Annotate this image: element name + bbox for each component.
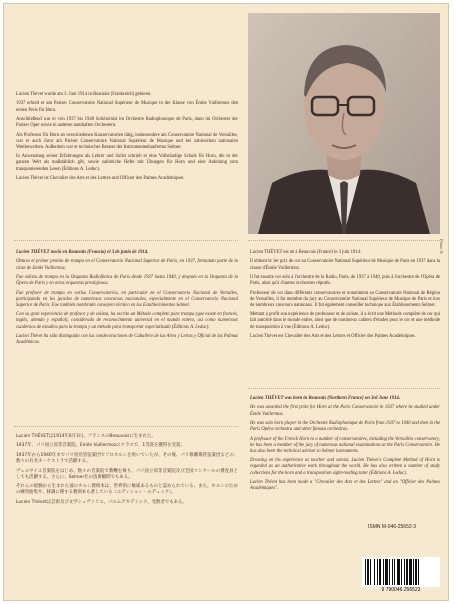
barcode-bar [418, 559, 419, 585]
barcode-bar [374, 559, 375, 585]
german-p4: Als Professor für Horn an verschiedenen Konservatorien tätig, insbesondere am Conservatoire National de Versailles, war er auch Juror am Pariser Conservatoire National Supérieur de Musique und bei zahlreichen nationalen Wettbewerben. Außerdem war er technischer Berater der Instrumentenbauferma Selmer. [16, 132, 238, 150]
spanish-p3: Fue profesor de trompa en varios Conservatorios, en particular en el Conservatorio Nacional de Versalles, participando en los jurados de numerosos concursos nacionales, especialmente en el Conservatorio Nacional Superior de Paris. Fue también nombrado consejero técnico en los Establecimientos Selmer. [16, 290, 238, 308]
barcode-bar [383, 559, 384, 585]
japanese-p3: 1937年から1940年までパリ放送管弦楽団でソロホルンを吹いていたが、その後、パリ歌劇場管弦楽団などの、数々の有名オーケストラで活躍する。 [16, 452, 238, 465]
barcode-digits: 9 790046 256523 [381, 587, 421, 593]
separator-right-mid [248, 388, 440, 389]
german-p6: Lucien Thévet ist Chevalier des Arts et des Lettres und Officier des Palmes Académiques. [16, 175, 185, 181]
barcode-bar [401, 559, 402, 585]
barcode-bar [409, 559, 412, 585]
back-cover-page [3, 3, 449, 601]
japanese-p5: それらの経験から生まれた彼のホルン教則本は、世界的に権威あるものと認められている。また、ホルンのための練習曲集や、移調に関する教則本も著している（エディション・ルデュック）。 [16, 484, 238, 496]
french-p2: Il obtient le 1er prix de cor au Conservatoire National Supérieur de Musique de Paris en 1937 dans la classe d'Émile Vuillermoz. [250, 259, 440, 271]
french-p1: Lucien THÉVET est né à Beauvais (France) le 3 juin 1914. [250, 250, 362, 255]
barcode-bar [394, 559, 395, 585]
spanish-p5: Lucien Thévet ha sido distinguido con las condecoraciones de Caballero de las Artes y Letras y Oficial de las Palmas Académicas. [16, 333, 238, 346]
separator-left-top [14, 240, 238, 241]
portrait-photo [248, 13, 440, 234]
barcode-bar [367, 559, 369, 585]
german-p1: Lucien Thévet wurde am 3. Juni 1914 in Beaurais (Frankreich) geboren. [16, 92, 152, 97]
barcode-bar [397, 559, 400, 585]
barcode-bar [370, 559, 371, 585]
german-p2: 1937 erhielt er am Pariser Conservatoire National Supérieur de Musique in der Klasse von Émile Vuillermoz den ersten Preis für Horn. [16, 101, 238, 113]
french-p4: Professeur de cor dans différents conservatoires et notamment au Conservatoire National de Région de Versailles, il fut membre du jury au Conservatoire National Supérieur de Musique de Paris et lors de nombreux concours nationaux. Il fut également conseiller technique aux Établissements Selmer. [250, 290, 440, 308]
japanese-p2: 1937年、パリ国立高等音楽院、Emile Vuillermozのクラスで、1等賞を獲得を受賞。 [16, 443, 185, 449]
english-p1: He was awarded the first prize for Horn at the Paris Conservatoire in 1937 where he studied under Émile Vuillermoz. [250, 405, 440, 417]
spanish-heading: Lucien THÉVET nació en Beauvais (Francia) el 3 de junio de 1914. [16, 250, 149, 255]
spanish-p2: Fue solista de trompa en la Orquesta Radiofónica de París desde 1937 hasta 1940, y después en la Orquesta de la Ópera de París y en otras orquestas prestigiosas. [16, 275, 238, 287]
barcode-bar [406, 559, 408, 585]
english-heading: Lucien THÉVET was born in Beauvais (Northern France) on 3rd June 1914. [250, 396, 401, 401]
separator-right-top [248, 240, 440, 241]
french-p3: Il fut ensuite cor solo à l'orchestre de la Radio, Paris, de 1937 à 1940, puis à l'orchestre de l'Opéra de Paris, ainsi qu'à d'autres orchestres réputés. [250, 275, 440, 287]
french-bio [250, 250, 440, 343]
spanish-p1: Obtuvo el primer premio de trompa en el Conservatorio Nacional Superior de París, en 1937, formando parte de la clase de Emile Vuillermoz. [16, 259, 238, 271]
barcode-bar [415, 559, 417, 585]
english-p3: A professor of the French Horn to a number of conservatoires, including the Versailles conservatory, he has been a member of the jury of numerous national examinations at the Paris Conservatoire. He has also been the technical adviser to Selmer instruments. [250, 436, 440, 454]
barcode-bar [413, 559, 414, 585]
barcode [362, 557, 440, 587]
french-p5: Mettant à profit son expérience de professeur et de soliste, il a écrit une Méthode complète de cor qui fait autorité dans le monde entier, ainsi que de nombreux cahiers d'études pour le cor et une méthode de transposition à vue (Éditions A. Leduc). [250, 312, 440, 330]
barcode-bars [362, 557, 440, 587]
japanese-bio [16, 434, 238, 509]
barcode-bar [377, 559, 378, 585]
english-p2: He was solo horn player in the Orchestre Radiophonique de Paris from 1937 to 1940 and then in the Paris Opéra orchestra and other famous orchestras. [250, 421, 440, 433]
barcode-bar [379, 559, 381, 585]
german-p3: Anschließend war er von 1937 bis 1940 Solohornist im Orchestre Radiophonique de Paris, dann im Orchester der Pariser Oper sowie in anderen namhaften Orchestern. [16, 117, 238, 129]
portrait-illustration [248, 13, 440, 234]
spanish-bio [16, 250, 238, 350]
english-bio [250, 396, 440, 496]
german-p5: In Anwendung seiner Erfahrungen als Lehrer und Solist schrieb er eine Vollständige Schule für Horn, die in der ganzen Welt als maßstäblich gilt, sowie zahlreiche Hefte mit Übungen für Horn und eine Anleitung zum transponierenden Lesen (Éditions A. Leduc). [16, 154, 238, 172]
barcode-bar [389, 559, 390, 585]
photo-credit: Photo X [439, 239, 444, 254]
spanish-p4: Con su gran experiencia de profesor y de solista, ha escrito un Método completo para trompa (que existe en francés, inglés, alemán y español), considerado de reconocimiento universal en el mundo entero, así como numerosos cuadernos de estudios para la trompa y un método para transportar especializado (Éditions A. Leduc). [16, 312, 238, 330]
barcode-bar [392, 559, 393, 585]
ismn-code: ISMN M-046-25652-3 [368, 524, 417, 530]
japanese-p1: Lucien THÉVETは1914年6月3日、フランスのBeauvaisに生まれた。 [16, 434, 156, 439]
separator-left-mid [14, 426, 238, 427]
japanese-p4: ヴェルサイユ音楽院をはじめ、数々の音楽院で教鞭を執り、パリ国立高等音楽院及び全国コンクールの審査員としても活躍する。さらに、Selmer社の技術顧問でもある。 [16, 468, 238, 480]
french-p6: Lucien Thévet est Chevalier des Arts et des Lettres et Officier des Palmes Académiques. [250, 333, 416, 339]
barcode-bar [365, 559, 366, 585]
english-p5: Lucien Thévet has been made a "Chevalier des Arts et des Lettres" and an "Officier des Palmes Académiques". [250, 479, 440, 492]
german-bio [16, 92, 238, 185]
english-p4: Drawing on his experience as teacher and soloist, Lucien Thévet's Complete Method of Horn is regarded as an authoritative work throughout the world. He has also written a number of study collections for the horn and a transposition sight-reading tutor (Éditions A. Leduc). [250, 458, 440, 476]
barcode-bar [404, 559, 405, 585]
barcode-bar [385, 559, 388, 585]
japanese-p6: Lucien Thévetは芸術及び文学シュヴァリエ、パルムアカデミック、受勲者でもある。 [16, 499, 187, 505]
